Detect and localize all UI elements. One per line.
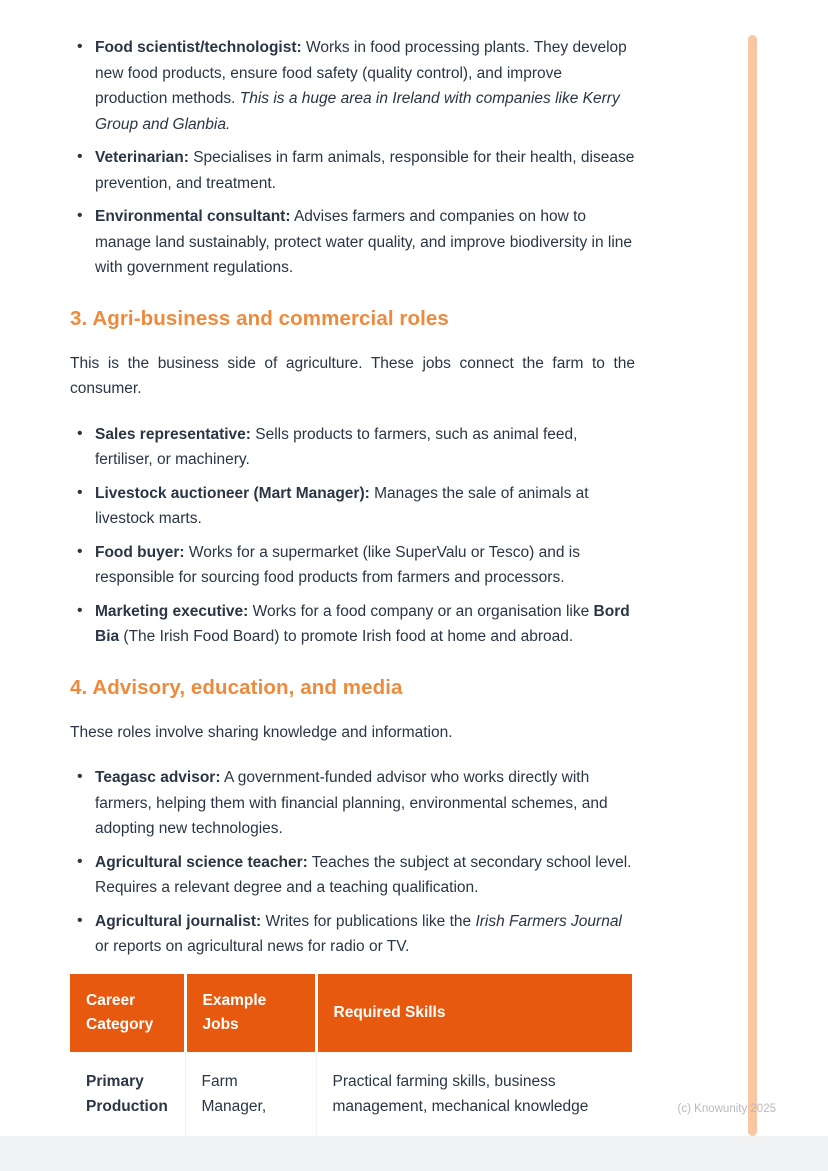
- item-text: Sells products to farmers, such as animal feed, fertiliser, or machinery.: [95, 425, 578, 468]
- section-heading-advisory: 4. Advisory, education, and media: [70, 675, 403, 699]
- intro-paragraph: These roles involve sharing knowledge and information.: [70, 723, 453, 741]
- table-cell-skills: Practical farming skills, business management, mechanical knowledge: [316, 1052, 632, 1136]
- list-item: [70, 599, 635, 650]
- table-cell-category: Primary Production: [70, 1052, 185, 1136]
- item-lead: Agricultural journalist:: [95, 912, 262, 930]
- careers-table-body: [70, 1052, 632, 1136]
- item-lead: Livestock auctioneer (Mart Manager):: [95, 484, 370, 502]
- careers-table-head: [70, 974, 632, 1052]
- table-header-cell-jobs: Example Jobs: [185, 974, 316, 1052]
- list-item: [70, 204, 635, 281]
- table-row: [70, 1052, 632, 1136]
- item-text: Writes for publications like the: [261, 912, 476, 930]
- table-header-row: [70, 974, 632, 1052]
- item-italic: This is a huge area in Ireland with companies like Kerry Group and Glanbia.: [95, 90, 620, 133]
- item-lead: Teagasc advisor:: [95, 769, 221, 786]
- item-text: Specialises in farm animals, responsible for their health, disease prevention, and treatment.: [95, 149, 635, 192]
- page-content: [70, 35, 635, 1136]
- item-lead: Food buyer:: [95, 543, 185, 561]
- side-accent-stripe: [748, 35, 757, 1136]
- list-item: [70, 850, 635, 901]
- list-item: [70, 422, 635, 473]
- item-text: Teaches the subject at secondary school level. Requires a relevant degree and a teaching qualification.: [95, 853, 632, 896]
- table-cell-jobs: Farm Manager,: [185, 1052, 316, 1136]
- item-text2: (The Irish Food Board) to promote Irish food at home and abroad.: [119, 628, 574, 645]
- list-item: [70, 909, 635, 960]
- section-heading-agribusiness: 3. Agri-business and commercial roles: [70, 306, 449, 330]
- table-header-cell-category: Career Category: [70, 974, 185, 1052]
- item-lead: Environmental consultant:: [95, 208, 291, 225]
- list-item: [70, 481, 635, 532]
- item-lead: Agricultural science teacher:: [95, 853, 308, 871]
- science-roles-list: [70, 35, 635, 281]
- agribusiness-roles-list: [70, 422, 635, 650]
- item-text: Advises farmers and companies on how to manage land sustainably, protect water quality, and improve biodiversity in line with government regulations.: [95, 208, 633, 276]
- item-text: A government-funded advisor who works directly with farmers, helping them with financial planning, environmental schemes, and adopting new technologies.: [95, 769, 608, 837]
- watermark: (c) Knowunity 2025: [677, 1103, 776, 1115]
- list-item: [70, 35, 635, 137]
- item-text: Works in food processing plants. They develop new food products, ensure food safety (quality control), and improve production methods.: [95, 39, 627, 107]
- item-lead: Food scientist/technologist:: [95, 39, 302, 56]
- list-item: [70, 540, 635, 591]
- table-header-cell-skills: Required Skills: [316, 974, 632, 1052]
- item-text: Works for a food company or an organisation like: [248, 602, 594, 620]
- item-italic: Irish Farmers Journal: [475, 912, 622, 930]
- careers-table: [70, 974, 632, 1136]
- item-bold2: Bord Bia: [95, 602, 630, 645]
- list-item: [70, 765, 635, 842]
- list-item: [70, 145, 635, 196]
- item-text: Manages the sale of animals at livestock marts.: [95, 484, 589, 527]
- intro-paragraph: This is the business side of agriculture. These jobs connect the farm to the consumer.: [70, 354, 635, 397]
- item-lead: Marketing executive:: [95, 602, 249, 620]
- item-text: Works for a supermarket (like SuperValu or Tesco) and is responsible for sourcing food products from farmers and processors.: [95, 543, 580, 586]
- item-lead: Sales representative:: [95, 425, 251, 443]
- advisory-roles-list: [70, 765, 635, 960]
- item-text2: or reports on agricultural news for radio or TV.: [95, 938, 410, 955]
- item-lead: Veterinarian:: [95, 149, 189, 166]
